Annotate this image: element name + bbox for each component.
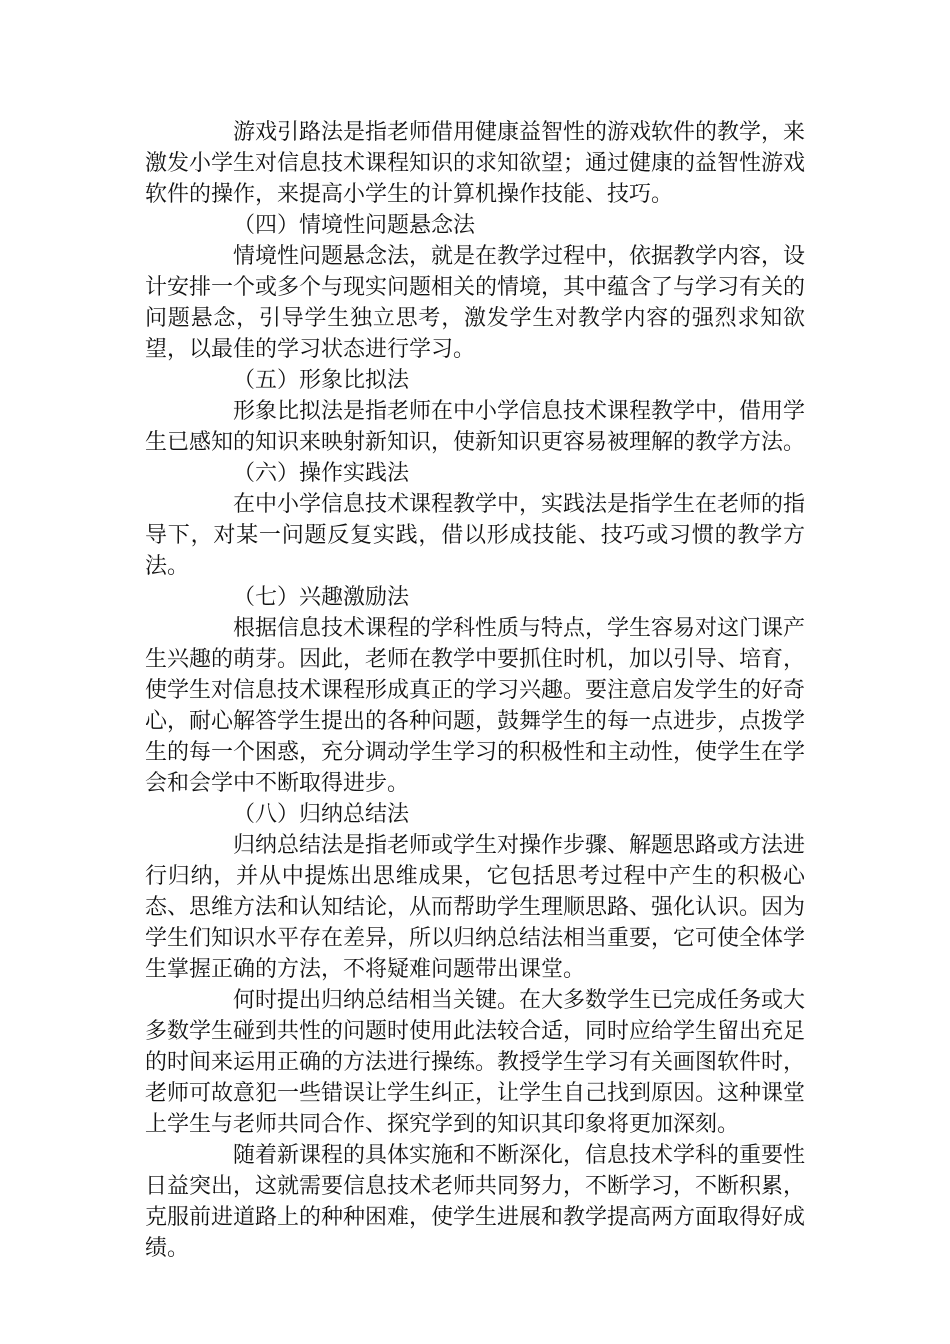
paragraph-conclusion: 随着新课程的具体实施和不断深化，信息技术学科的重要性日益突出，这就需要信息技术老师共同努力，不断学习，不断积累，克服前进道路上的种种困难，使学生进展和教学提高两方面取得好成绩。 (145, 1143, 806, 1261)
section-heading-4: （四）情境性问题悬念法 (233, 213, 476, 238)
paragraph-situational-suspense: 情境性问题悬念法，就是在教学过程中，依据教学内容，设计安排一个或多个与现实问题相关的情境，其中蕴含了与学习有关的问题悬念，引导学生独立思考，激发学生对教学内容的强烈求知欲望，以最佳的学习状态进行学习。 (145, 244, 806, 362)
section-heading-6: （六）操作实践法 (233, 461, 410, 486)
paragraph-summary: 归纳总结法是指老师或学生对操作步骤、解题思路或方法进行归纳，并从中提炼出思维成果，它包括思考过程中产生的积极心态、思维方法和认知结论，从而帮助学生理顺思路、强化认识。因为学生们知识水平存在差异，所以归纳总结法相当重要，它可使全体学生掌握正确的方法，不将疑难问题带出课堂。 (145, 833, 806, 982)
section-heading-5: （五）形象比拟法 (233, 368, 410, 393)
section-heading-7: （七）兴趣激励法 (233, 585, 410, 610)
document-body (145, 117, 805, 1264)
paragraph-game-guide: 游戏引路法是指老师借用健康益智性的游戏软件的教学，来激发小学生对信息技术课程知识的求知欲望；通过健康的益智性游戏软件的操作，来提高小学生的计算机操作技能、技巧。 (145, 120, 806, 207)
section-heading-8: （八）归纳总结法 (233, 802, 410, 827)
paragraph-timing: 何时提出归纳总结相当关键。在大多数学生已完成任务或大多数学生碰到共性的问题时使用此法较合适，同时应给学生留出充足的时间来运用正确的方法进行操练。教授学生学习有关画图软件时，老师可故意犯一些错误让学生纠正，让学生自己找到原因。这种课堂上学生与老师共同合作、探究学到的知识其印象将更加深刻。 (145, 988, 806, 1137)
paragraph-interest: 根据信息技术课程的学科性质与特点，学生容易对这门课产生兴趣的萌芽。因此，老师在教学中要抓住时机，加以引导、培育，使学生对信息技术课程形成真正的学习兴趣。要注意启发学生的好奇心，耐心解答学生提出的各种问题，鼓舞学生的每一点进步，点拨学生的每一个困惑，充分调动学生学习的积极性和主动性，使学生在学会和会学中不断取得进步。 (145, 616, 806, 796)
paragraph-practice: 在中小学信息技术课程教学中，实践法是指学生在老师的指导下，对某一问题反复实践，借以形成技能、技巧或习惯的教学方法。 (145, 492, 806, 579)
paragraph-analogy: 形象比拟法是指老师在中小学信息技术课程教学中，借用学生已感知的知识来映射新知识，使新知识更容易被理解的教学方法。 (145, 399, 806, 455)
